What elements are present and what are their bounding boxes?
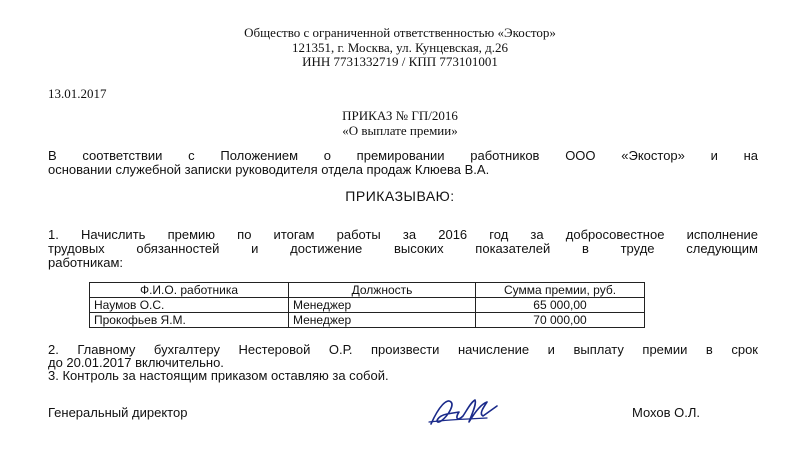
item-1-line-3: работникам: bbox=[48, 255, 123, 270]
preamble-line-2: основании служебной записки руководителя отдела продаж Клюева В.А. bbox=[48, 162, 490, 177]
employee-position: Менеджер bbox=[289, 298, 476, 313]
company-name: Общество с ограниченной ответственностью «Экостор» bbox=[244, 25, 556, 40]
item-1-line-1: 1. Начислить премию по итогам работы за 2016 год за добросовестное исполнение bbox=[48, 227, 758, 242]
header-employee-name: Ф.И.О. работника bbox=[90, 283, 289, 298]
item-3: 3. Контроль за настоящим приказом оставляю за собой. bbox=[48, 368, 389, 383]
header-position: Должность bbox=[289, 283, 476, 298]
item-2-line-2: до 20.01.2017 включительно. bbox=[48, 355, 224, 370]
table-header-row bbox=[90, 283, 645, 298]
signatory-position: Генеральный директор bbox=[48, 405, 188, 420]
employee-name: Прокофьев Я.М. bbox=[90, 313, 289, 328]
company-tax-ids: ИНН 7731332719 / КПП 773101001 bbox=[302, 54, 498, 69]
table-row bbox=[90, 298, 645, 313]
signatory-name: Мохов О.Л. bbox=[632, 405, 701, 420]
order-date: 13.01.2017 bbox=[48, 86, 107, 101]
bonus-amount: 65 000,00 bbox=[476, 298, 645, 313]
table-row bbox=[90, 313, 645, 328]
item-1-line-2: трудовых обязанностей и достижение высоких показателей в труде следующим bbox=[48, 241, 758, 256]
employee-name: Наумов О.С. bbox=[90, 298, 289, 313]
order-number: ПРИКАЗ № ГП/2016 bbox=[342, 108, 458, 123]
company-address: 121351, г. Москва, ул. Кунцевская, д.26 bbox=[291, 40, 509, 55]
employee-position: Менеджер bbox=[289, 313, 476, 328]
handwritten-signature bbox=[425, 392, 505, 432]
header-bonus-amount: Сумма премии, руб. bbox=[476, 283, 645, 298]
decree-heading: ПРИКАЗЫВАЮ: bbox=[345, 188, 455, 204]
bonus-table bbox=[89, 282, 645, 328]
item-2-line-1: 2. Главному бухгалтеру Нестеровой О.Р. произвести начисление и выплату премии в срок bbox=[48, 342, 758, 357]
order-subject: «О выплате премии» bbox=[342, 123, 458, 138]
preamble-line-1: В соответствии с Положением о премировании работников ООО «Экостор» и на bbox=[48, 148, 758, 163]
bonus-amount: 70 000,00 bbox=[476, 313, 645, 328]
